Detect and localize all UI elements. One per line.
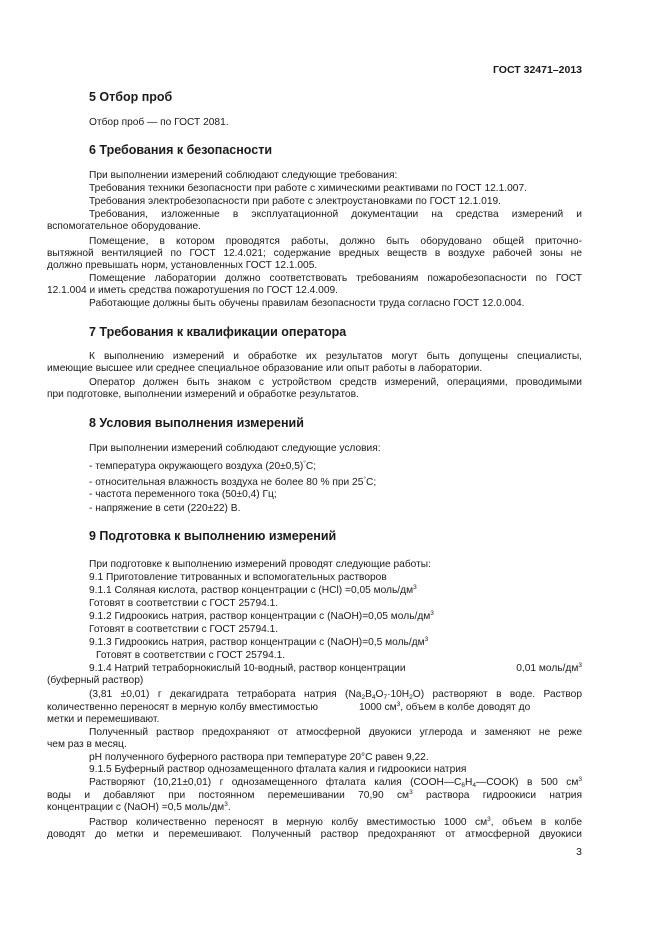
section-5-text: Отбор проб — по ГОСТ 2081. xyxy=(89,117,229,128)
condition-temperature: - температура окружающего воздуха (20±0,5)°С; xyxy=(89,460,317,472)
text-line: доводят до метки и перемешивают. Полученный раствор предохраняют от атмосферной двуокиси xyxy=(47,829,582,840)
text-line: Требования электробезопасности при работе с электроустановками по ГОСТ 12.1.019. xyxy=(89,196,502,207)
section-5-title: 5 Отбор проб xyxy=(89,90,173,104)
text-line: К выполнению измерений и обработке их результатов могут быть допущены специалисты, xyxy=(89,351,582,362)
text-line: 9.1.3 Гидроокись натрия, раствор концентрации с (NaOH)=0,5 моль/$дм^3$ xyxy=(89,636,429,648)
text-line: Требования техники безопасности при работе с химическими реактивами по ГОСТ 12.1.007. xyxy=(89,183,527,194)
text-line: воды и добавляют при постоянном перемешивании 70,90 $см^3$ раствора гидроокиси натрия xyxy=(47,789,582,801)
text-line: (буферный раствор) xyxy=(47,675,144,686)
text-line: вытяжной вентиляцией по ГОСТ 12.4.021; содержание вредных веществ в воздухе рабочей зоны не xyxy=(47,248,582,259)
text-line: Растворяют (10,21±0,01) г однозамещенного фталата калия $(СООН—С_6Н_4—СООК)$ в 500 $см^3$ xyxy=(89,776,582,789)
text-line: Помещение лаборатории должно соответствовать требованиям пожаробезопасности по ГОСТ xyxy=(89,273,582,284)
text-line: количественно переносят в мерную колбу вместимостью 1000 $см^3$, объем в колбе доводят до xyxy=(47,701,531,713)
text-line: Готовят в соответствии с ГОСТ 25794.1. xyxy=(96,650,286,661)
text-line: Помещение, в котором проводятся работы, должно быть оборудовано общей приточно- xyxy=(89,236,582,247)
text-line: 9.1.2 Гидроокись натрия, раствор концентрации с (NaOH)=0,05 моль/$дм^3$ xyxy=(89,610,434,622)
text-line: Оператор должен быть знаком с устройством средств измерений, операциями, проводимыми xyxy=(89,377,582,388)
text-line: имеющие высшее или среднее специальное образование или опыт работы в лаборатории. xyxy=(47,363,483,374)
condition-frequency: - частота переменного тока (50±0,4) Гц; xyxy=(89,489,277,500)
text-line: вспомогательное оборудование. xyxy=(47,221,201,232)
text-line: Готовят в соответствии с ГОСТ 25794.1. xyxy=(89,598,279,609)
text-line: При выполнении измерений соблюдают следующие условия: xyxy=(89,443,381,454)
text-line: чем раз в месяц. xyxy=(47,739,127,750)
text-line: при подготовке, выполнении измерений и обработке результатов. xyxy=(47,389,359,400)
text-line: метки и перемешивают. xyxy=(47,714,160,725)
section-8-title: 8 Условия выполнения измерений xyxy=(89,416,304,430)
text-line: При подготовке к выполнению измерений проводят следующие работы: xyxy=(89,559,431,570)
section-9-title: 9 Подготовка к выполнению измерений xyxy=(89,529,337,543)
text-line: Готовят в соответствии с ГОСТ 25794.1. xyxy=(89,624,279,635)
text-line: Полученный раствор предохраняют от атмосферной двуокиси углерода и заменяют не реже xyxy=(89,727,582,738)
text-line: Раствор количественно переносят в мерную колбу вместимостью 1000 $см^3$, объем в колбе xyxy=(89,816,583,828)
text-line: 9.1.4 Натрий тетраборнокислый 10-водный, раствор концентрации 0,01 моль/$дм^3$ xyxy=(89,662,582,674)
text-line: При выполнении измерений соблюдают следующие требования: xyxy=(89,170,398,181)
section-6-title: 6 Требования к безопасности xyxy=(89,143,273,157)
text-line: рН полученного буферного раствора при температуре 20°С равен 9,22. xyxy=(89,752,429,763)
text-line: должно превышать норм, установленных ГОСТ 12.1.005. xyxy=(47,260,318,271)
text-line: 12.1.004 и иметь средства пожаротушения по ГОСТ 12.4.009. xyxy=(47,285,339,296)
text-line: 9.1.1 Соляная кислота, раствор концентрации с (HCl) =0,05 моль/$дм^3$ xyxy=(89,584,417,596)
page-number: 3 xyxy=(576,846,582,858)
text-line: 9.1.5 Буферный раствор однозамещенного фталата калия и гидроокиси натрия xyxy=(89,764,467,775)
text-line: концентрации с (NaOH) =0,5 моль/$дм^3$. xyxy=(47,801,231,813)
document-header: ГОСТ 32471–2013 xyxy=(492,64,582,76)
section-7-title: 7 Требования к квалификации оператора xyxy=(89,325,347,339)
text-line: 9.1 Приготовление титрованных и вспомогательных растворов xyxy=(89,572,387,583)
condition-voltage: - напряжение в сети (220±22) В. xyxy=(89,503,241,514)
condition-humidity: - относительная влажность воздуха не более 80 % при 25°С; xyxy=(89,476,377,488)
text-line: (3,81 ±0,01) г декагидрата тетрабората натрия $(Na_2B_4O_7\cdot 10H_2O)$ растворяют в воде. Раствор xyxy=(89,689,582,701)
text-line: Требования, изложенные в эксплуатационной документации на средства измерений и xyxy=(89,209,582,220)
text-line: Работающие должны быть обучены правилам безопасности труда согласно ГОСТ 12.0.004. xyxy=(89,298,525,309)
